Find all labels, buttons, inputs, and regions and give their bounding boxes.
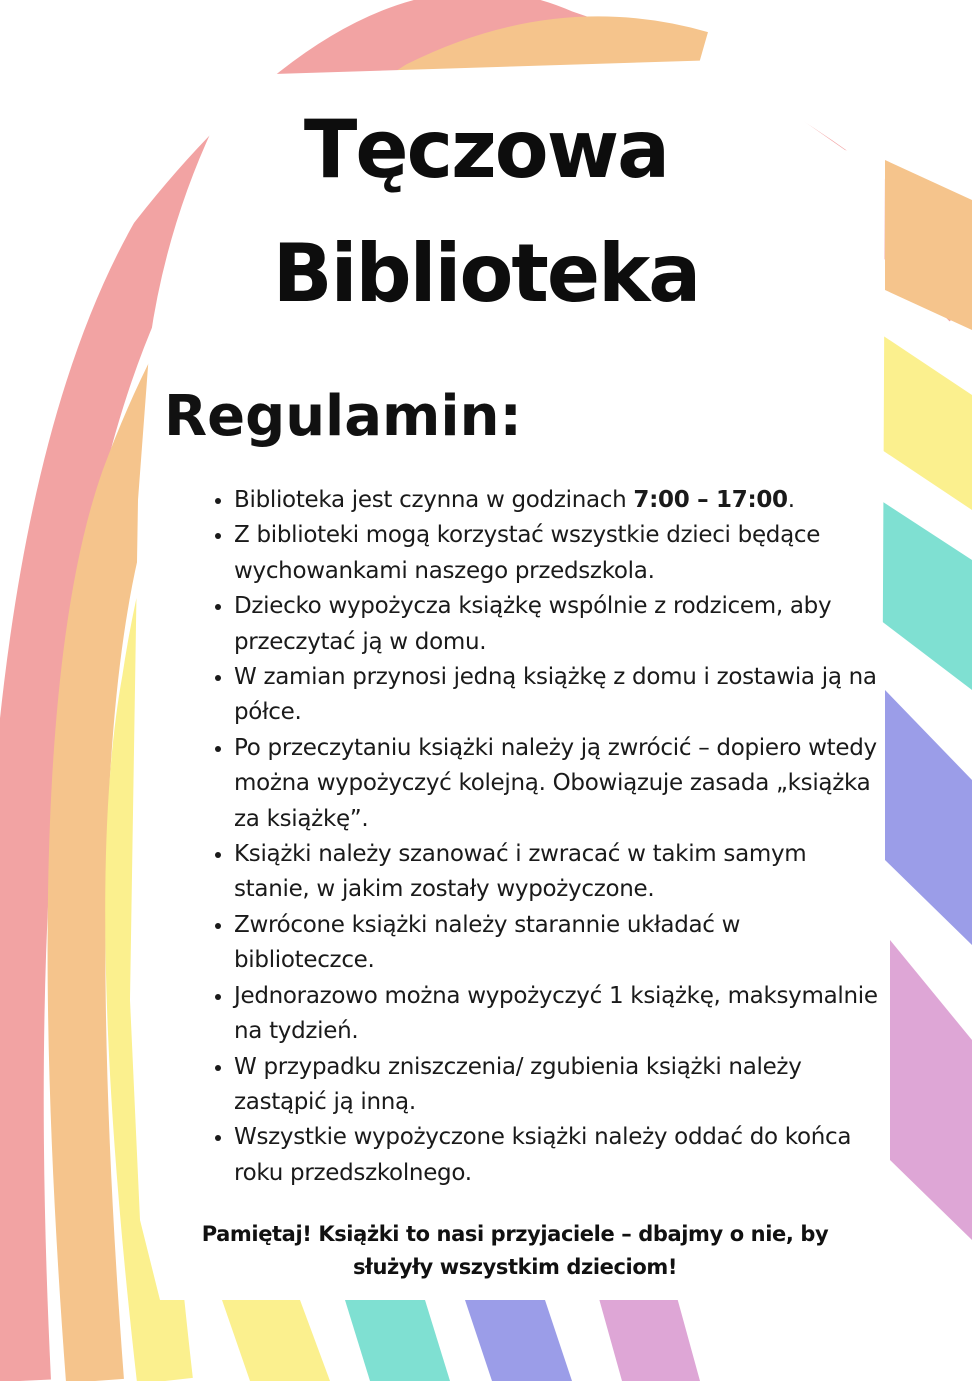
opening-hours: 7:00 – 17:00 bbox=[633, 487, 788, 513]
rule-item: • W zamian przynosi jedną książkę z domu i zostawia ją na półce. bbox=[234, 660, 884, 731]
rule-item: • Biblioteka jest czynna w godzinach 7:00 – 17:00. bbox=[234, 483, 884, 518]
stripe-teal-right bbox=[880, 500, 972, 690]
stripe-yellow-right bbox=[882, 335, 972, 510]
rule-item: • Dziecko wypożycza książkę wspólnie z rodzicem, aby przeczytać ją w domu. bbox=[234, 589, 884, 660]
rule-item: • W przypadku zniszczenia/ zgubienia książki należy zastąpić ją inną. bbox=[234, 1050, 884, 1121]
poster-title bbox=[10, 88, 963, 336]
rules-heading: Regulamin: bbox=[164, 384, 522, 449]
stripe-violet-right bbox=[890, 940, 972, 1240]
stripe-violet-bottom bbox=[598, 1290, 700, 1381]
rule-item: • Jednorazowo można wypożyczyć 1 książkę, maksymalnie na tydzień. bbox=[234, 979, 884, 1050]
rule-item: • Po przeczytaniu książki należy ją zwrócić – dopiero wtedy można wypożyczyć kolejną. Obowiązuje zasada „książka za książkę”. bbox=[234, 731, 884, 837]
footer-line-2: służyły wszystkim dzieciom! bbox=[352, 1255, 678, 1279]
rule-item: • Książki należy szanować i zwracać w takim samym stanie, w jakim zostały wypożyczone. bbox=[234, 837, 884, 908]
stripe-yellow-bottom bbox=[222, 1300, 330, 1381]
footer-line-1: Pamiętaj! Książki to nasi przyjaciele – dbajmy o nie, by bbox=[201, 1222, 829, 1246]
rule-item: • Z biblioteki mogą korzystać wszystkie dzieci będące wychowankami naszego przedszkola. bbox=[234, 518, 884, 589]
rule-item: • Zwrócone książki należy starannie układać w biblioteczce. bbox=[234, 908, 884, 979]
stripe-blue-bottom bbox=[465, 1300, 572, 1381]
footer-note bbox=[150, 1218, 880, 1284]
title-line-2: Biblioteka bbox=[272, 227, 700, 320]
rule-item: • Wszystkie wypożyczone książki należy oddać do końca roku przedszkolnego. bbox=[234, 1120, 884, 1191]
title-line-1: Tęczowa bbox=[303, 103, 669, 196]
rules-list bbox=[196, 483, 884, 1191]
stripe-teal-bottom bbox=[345, 1300, 450, 1381]
stripe-blue-right bbox=[885, 690, 972, 945]
